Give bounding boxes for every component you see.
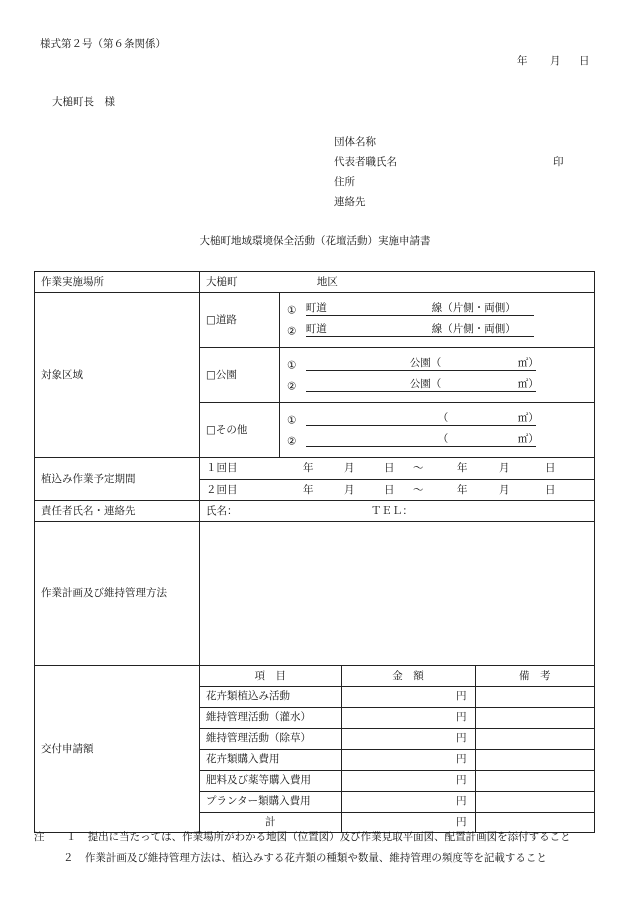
date-month: 月 <box>550 55 561 67</box>
note-2-text: 作業計画及び維持管理方法は、植込みする花卉類の種類や数量、維持管理の頻度等を記載すること <box>84 852 547 864</box>
form-number: 様式第２号（第６条関係） <box>40 38 166 50</box>
applicant-contact: 連絡先 <box>334 196 366 208</box>
schedule-row <box>35 458 595 501</box>
applicant-representative: 代表者職氏名 <box>334 156 397 168</box>
park-option: □公園 <box>200 348 280 403</box>
plan-row <box>35 522 595 666</box>
grant-item-row: プランター類購入費用 円 <box>200 791 594 812</box>
tel-label: ＴＥＬ： <box>370 504 413 517</box>
schedule-table <box>200 458 594 500</box>
park-lines <box>280 348 595 403</box>
seal-mark: 印 <box>553 156 564 168</box>
grant-item-row: 肥料及び薬等購入費用 円 <box>200 770 594 791</box>
grant-table <box>200 666 594 832</box>
grant-header-row <box>200 666 594 686</box>
schedule-row-1: １回目 年 月 日 ～ 年 月 日 <box>206 462 556 474</box>
note-prefix: 注 <box>34 831 45 843</box>
note-1-number: １ <box>65 831 77 843</box>
location-town: 大槌町 <box>206 275 238 288</box>
addressee: 大槌町長 様 <box>52 96 115 108</box>
location-value <box>200 272 595 293</box>
grant-header-item: 項 目 <box>254 669 286 682</box>
location-row <box>35 272 595 293</box>
area-road-row <box>35 293 595 348</box>
applicant-org-name: 団体名称 <box>334 136 376 148</box>
responsible-label: 責任者氏名・連絡先 <box>35 501 200 522</box>
area-label: 対象区域 <box>35 293 200 458</box>
road-lines <box>280 293 595 348</box>
road-option: □道路 <box>200 293 280 348</box>
other-lines <box>280 403 595 458</box>
other-line-1: ① （ ㎡） <box>287 412 539 427</box>
applicant-address: 住所 <box>334 176 355 188</box>
grant-header-note: 備 考 <box>475 666 594 686</box>
schedule-label: 植込み作業予定期間 <box>35 458 200 501</box>
grant-item-row: 花卉類購入費用 円 <box>200 749 594 770</box>
grant-item-row: 花卉類植込み活動 円 <box>200 686 594 707</box>
note-1-text: 提出に当たっては、作業場所がわかる地図（位置図）及び作業見取平面図、配置計画図を添付すること <box>87 831 571 843</box>
location-district: 地区 <box>316 275 338 288</box>
plan-content <box>200 522 595 666</box>
note-1 <box>34 832 571 843</box>
park-line-2: ② 公園（ ㎡） <box>287 378 539 393</box>
application-table <box>34 271 595 833</box>
park-line-1: ① 公園（ ㎡） <box>287 357 539 372</box>
plan-label: 作業計画及び維持管理方法 <box>35 522 200 666</box>
note-2 <box>34 853 547 864</box>
grant-total-unit: 円 <box>341 812 475 832</box>
other-option: □その他 <box>200 403 280 458</box>
responsible-row <box>35 501 595 522</box>
document-title: 大槌町地域環境保全活動（花壇活動）実施申請書 <box>199 235 431 247</box>
date-year: 年 <box>517 55 528 67</box>
location-label: 作業実施場所 <box>35 272 200 293</box>
road-line-2: ② 町道 線（片側・両側） <box>287 324 594 337</box>
grant-total-row <box>200 812 594 832</box>
grant-label: 交付申請額 <box>35 666 200 833</box>
grant-row <box>35 666 595 833</box>
grant-item-row: 維持管理活動（灌水） 円 <box>200 707 594 728</box>
road-line-1: ① 町道 線（片側・両側） <box>287 303 594 316</box>
note-2-number: ２ <box>63 852 74 864</box>
grant-item-row: 維持管理活動（除草） 円 <box>200 728 594 749</box>
responsible-value <box>200 501 595 522</box>
other-line-2: ② （ ㎡） <box>287 433 539 448</box>
grant-header-amount: 金 額 <box>341 666 475 686</box>
grant-total-label: 計 <box>200 812 341 832</box>
schedule-row-2: ２回目 年 月 日 ～ 年 月 日 <box>200 479 594 500</box>
name-label: 氏名： <box>206 504 238 517</box>
date-day: 日 <box>579 55 590 67</box>
